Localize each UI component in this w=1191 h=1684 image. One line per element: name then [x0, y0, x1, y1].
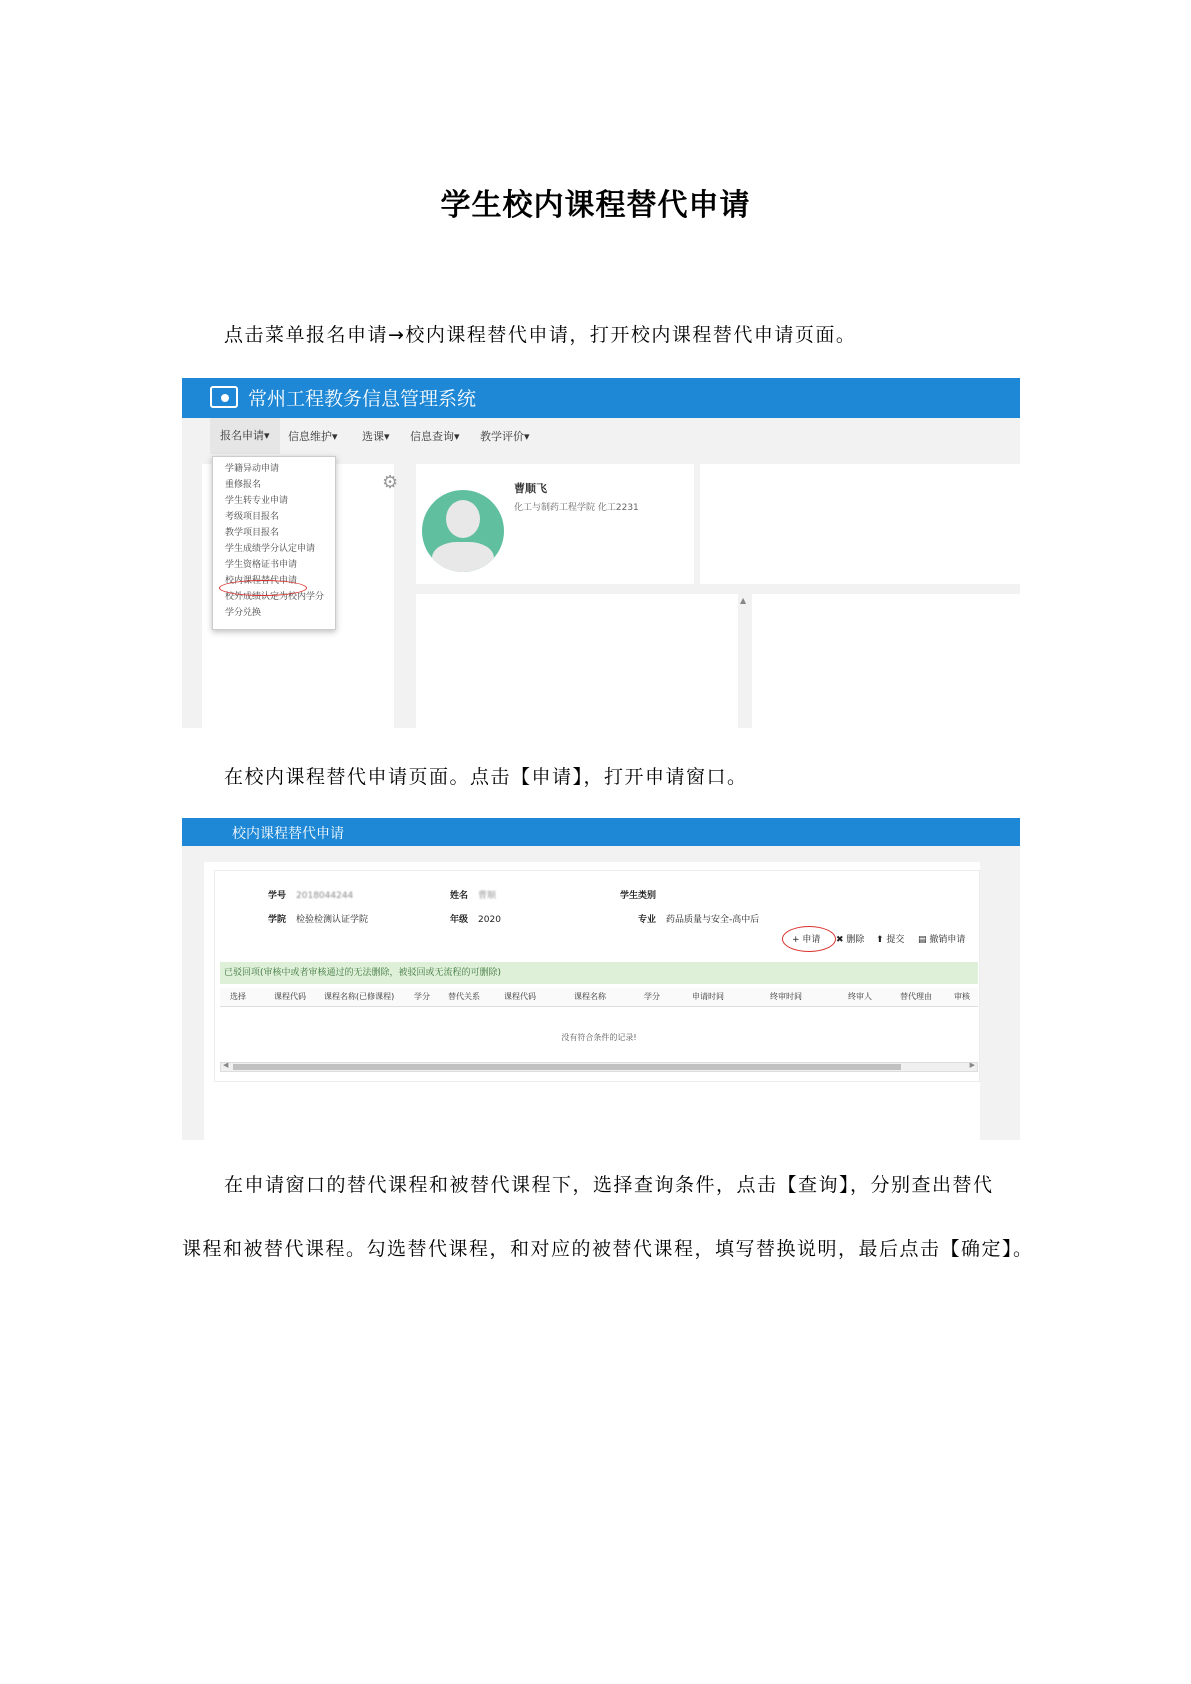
bottom-panel-left: [416, 594, 738, 728]
dropdown-item[interactable]: 学生成绩学分认定申请: [225, 544, 316, 554]
paragraph-4: 课程和被替代课程。勾选替代课程，和对应的被替代课程，填写替换说明，最后点击【确定】。: [182, 1238, 1034, 1260]
highlight-circle: [782, 926, 836, 952]
college-field: 学院 检验检测认证学院: [268, 915, 369, 925]
dropdown-item[interactable]: 考级项目报名: [225, 512, 280, 522]
dropdown-item[interactable]: 重修报名: [225, 480, 262, 490]
column-header: 终审时间: [770, 992, 802, 1001]
highlight-circle: [219, 580, 307, 596]
menu-item-teaching-eval[interactable]: 教学评价▾: [480, 430, 530, 443]
submit-button[interactable]: ⬆ 提交: [872, 932, 908, 948]
system-header: [182, 378, 1020, 418]
column-header: 学分: [414, 992, 430, 1001]
paragraph-3: 在申请窗口的替代课程和被替代课程下，选择查询条件，点击【查询】，分别查出替代: [224, 1174, 994, 1196]
name-field: 姓名 曹顺: [450, 891, 497, 901]
column-header: 审核: [954, 992, 970, 1001]
paragraph-1: 点击菜单报名申请→校内课程替代申请，打开校内课程替代申请页面。: [224, 324, 857, 346]
column-header: 替代理由: [900, 992, 932, 1001]
column-header: 课程名称: [574, 992, 606, 1001]
dropdown-item[interactable]: 学籍异动申请: [225, 464, 280, 474]
avatar: [422, 490, 504, 572]
scroll-left-icon[interactable]: ◀: [223, 1061, 229, 1069]
column-header: 学分: [644, 992, 660, 1001]
column-header: 课程代码: [274, 992, 306, 1001]
screenshot-menu: [182, 378, 1020, 728]
dropdown-item[interactable]: 学生转专业申请: [225, 496, 289, 506]
apply-button[interactable]: + 申请: [788, 932, 824, 948]
paragraph-2: 在校内课程替代申请页面。点击【申请】，打开申请窗口。: [224, 766, 748, 788]
delete-button[interactable]: ✖ 删除: [832, 932, 868, 948]
screenshot-apply-page: [182, 818, 1020, 1140]
horizontal-scrollbar[interactable]: [220, 1062, 978, 1072]
column-header: 申请时间: [692, 992, 724, 1001]
scroll-up-icon[interactable]: ▲: [740, 596, 747, 605]
column-header: 终审人: [848, 992, 872, 1001]
table-header: [220, 988, 978, 1007]
main-menu: [182, 418, 1020, 454]
monitor-icon: [210, 386, 238, 408]
scroll-right-icon[interactable]: ▶: [969, 1061, 975, 1069]
status-alert: 已驳回项(审核中或者审核通过的无法删除，被驳回或无流程的可删除): [220, 962, 978, 984]
menu-item-info-maintain[interactable]: 信息维护▾: [288, 430, 338, 443]
column-header: 选择: [230, 992, 246, 1001]
system-title: 常州工程教务信息管理系统: [248, 388, 477, 410]
dropdown-item[interactable]: 校外成绩认定为校内学分: [225, 592, 325, 602]
menu-item-course-select[interactable]: 选课▾: [362, 430, 390, 443]
major-field: 专业 药品质量与安全-高中后: [638, 915, 760, 925]
category-field: 学生类别: [620, 891, 657, 901]
profile-card-right: [700, 464, 1020, 584]
student-dept: 化工与制药工程学院 化工2231: [514, 503, 639, 513]
dropdown-item[interactable]: 教学项目报名: [225, 528, 280, 538]
document-title: 学生校内课程替代申请: [440, 188, 751, 223]
dropdown-item[interactable]: 学生资格证书申请: [225, 560, 298, 570]
column-header: 替代关系: [448, 992, 480, 1001]
dropdown-item[interactable]: 学分兑换: [225, 608, 262, 618]
panel-header: [182, 818, 1020, 846]
apply-dropdown-menu: [212, 456, 336, 630]
menu-item-apply[interactable]: 报名申请▾: [210, 418, 280, 454]
bottom-panel-right: [752, 594, 1020, 728]
student-id-field: 学号 2018044244: [268, 891, 354, 901]
gear-icon[interactable]: ⚙: [382, 472, 399, 493]
column-header: 课程名称(已修课程): [324, 992, 395, 1001]
panel-title: 校内课程替代申请: [232, 826, 344, 842]
cancel-apply-button[interactable]: ▤ 撤销申请: [914, 932, 969, 948]
dropdown-item-course-substitution[interactable]: 校内课程替代申请: [225, 576, 298, 586]
column-header: 课程代码: [504, 992, 536, 1001]
grade-field: 年级 2020: [450, 915, 501, 925]
scrollbar-thumb[interactable]: [233, 1064, 901, 1070]
empty-table-message: 没有符合条件的记录!: [561, 1033, 637, 1042]
student-name: 曹顺飞: [514, 482, 547, 495]
menu-item-info-query[interactable]: 信息查询▾: [410, 430, 460, 443]
